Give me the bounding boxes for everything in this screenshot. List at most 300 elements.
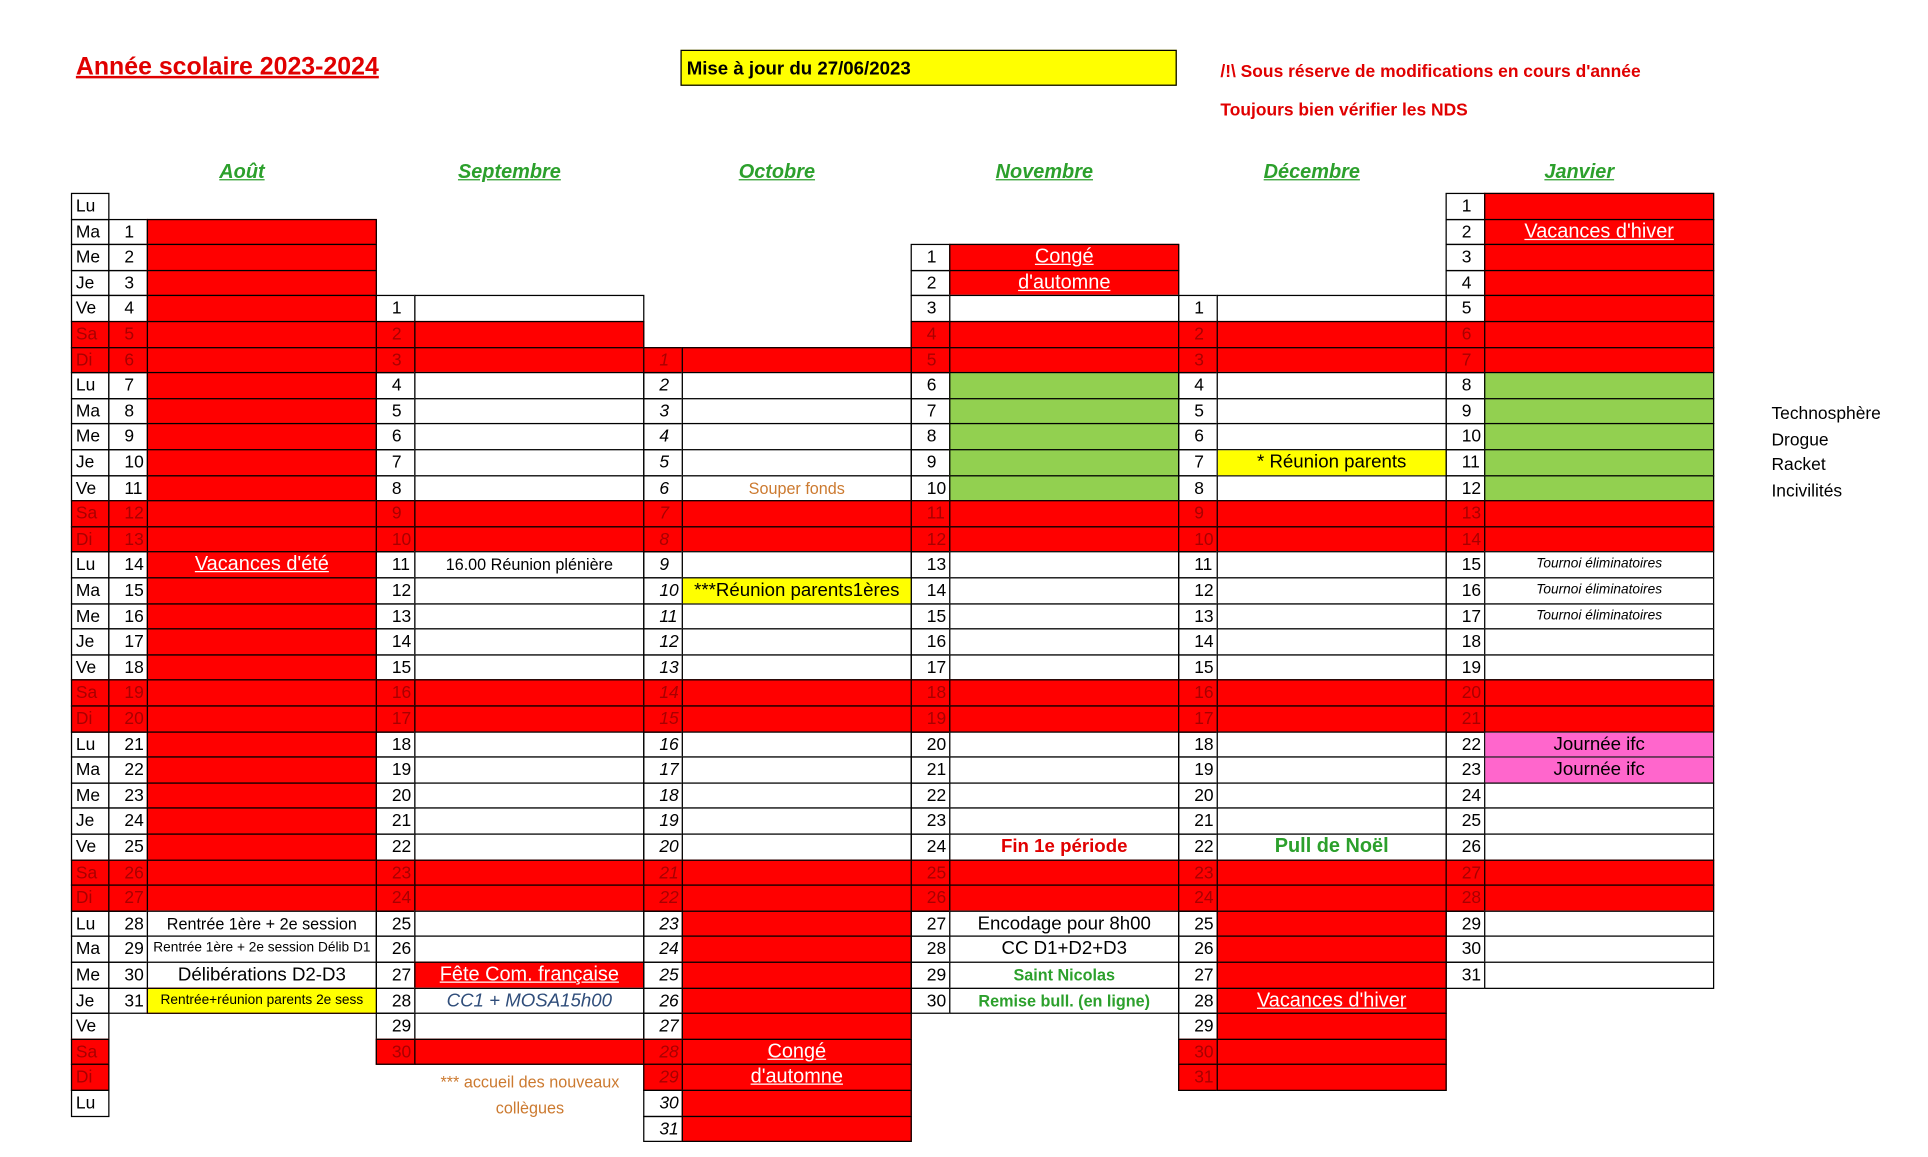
day-number: 19 [643,808,683,835]
day-number: 1 [1178,295,1218,322]
day-cell[interactable] [1484,347,1714,374]
weekday-label: Di [71,1064,110,1091]
day-number: 12 [1446,475,1486,502]
day-number: 24 [108,808,148,835]
day-cell[interactable] [1217,731,1447,758]
day-cell[interactable] [682,423,912,450]
day-cell[interactable] [414,782,644,809]
day-number: 14 [1178,628,1218,655]
weekday-label: Di [71,705,110,732]
weekday-label: Di [71,885,110,912]
weekday-label: Me [71,244,110,271]
day-cell[interactable] [147,526,377,553]
day-cell[interactable] [1484,295,1714,322]
day-number: 12 [1178,577,1218,604]
day-cell[interactable] [949,449,1179,476]
day-number: 20 [376,782,416,809]
weekday-label: Sa [71,859,110,886]
event-label: Rentrée 1ère + 2e session Délib D1 [153,940,371,956]
day-cell[interactable] [147,244,377,271]
day-cell[interactable] [147,475,377,502]
day-number: 1 [911,244,951,271]
day-number: 13 [108,526,148,553]
day-cell[interactable] [414,910,644,937]
day-number: 10 [376,526,416,553]
day-cell[interactable] [949,628,1179,655]
day-cell[interactable] [949,603,1179,630]
month-header: Novembre [995,161,1094,183]
day-cell[interactable] [682,1090,912,1117]
day-cell[interactable] [682,372,912,399]
day-number: 6 [911,372,951,399]
day-number: 13 [643,654,683,681]
weekday-label: Sa [71,500,110,527]
day-cell[interactable] [147,782,377,809]
day-cell[interactable] [682,449,912,476]
day-cell[interactable] [147,347,377,374]
day-cell[interactable] [1484,654,1714,681]
day-cell[interactable] [949,423,1179,450]
month-header: Octobre [738,161,816,183]
event-label: Journée ifc [1485,732,1713,756]
day-number: 22 [643,885,683,912]
day-cell[interactable] [1484,808,1714,835]
day-cell[interactable] [414,321,644,348]
day-cell[interactable] [1217,526,1447,553]
weekday-label: Ma [71,218,110,245]
weekday-label: Ma [71,577,110,604]
day-number: 13 [376,603,416,630]
event-label: 16.00 Réunion plénière [445,555,613,574]
day-number: 11 [911,500,951,527]
day-number: 18 [911,680,951,707]
day-cell[interactable] [414,936,644,963]
day-cell[interactable] [1484,423,1714,450]
day-cell[interactable] [147,449,377,476]
day-cell[interactable] [949,705,1179,732]
day-cell[interactable] [1217,628,1447,655]
day-number: 3 [1446,244,1486,271]
day-number: 22 [911,782,951,809]
day-cell[interactable] [1217,885,1447,912]
day-cell[interactable] [949,577,1179,604]
day-cell[interactable] [682,526,912,553]
day-cell[interactable] [949,885,1179,912]
day-cell[interactable] [682,910,912,937]
day-number: 10 [108,449,148,476]
day-cell[interactable] [682,347,912,374]
day-cell[interactable] [1217,295,1447,322]
event-label: CC1 + MOSA15h00 [446,989,613,1011]
day-cell[interactable] [147,859,377,886]
event-label: Congé [767,1040,827,1063]
day-number: 29 [108,936,148,963]
day-cell[interactable] [949,757,1179,784]
warning-note: /!\ Sous réserve de modifications en cours d'année [1220,60,1641,81]
day-number: 2 [1446,218,1486,245]
day-number: 28 [1178,987,1218,1014]
day-cell[interactable] [1484,475,1714,502]
day-cell[interactable] [1484,885,1714,912]
day-cell[interactable] [147,577,377,604]
day-number: 14 [1446,526,1486,553]
day-cell[interactable] [1217,347,1447,374]
day-cell[interactable] [147,808,377,835]
event-label: Journée ifc [1485,758,1713,782]
day-cell[interactable] [1217,962,1447,989]
day-number: 11 [376,552,416,579]
day-cell[interactable] [414,654,644,681]
day-number: 7 [376,449,416,476]
day-number: 9 [108,423,148,450]
day-number: 27 [911,910,951,937]
day-cell[interactable] [414,295,644,322]
weekday-label: Ve [71,475,110,502]
day-number: 6 [108,347,148,374]
day-cell[interactable] [682,603,912,630]
day-number: 15 [376,654,416,681]
day-number: 24 [911,833,951,860]
day-cell[interactable] [949,680,1179,707]
event-label: Rentrée 1ère + 2e session [166,914,357,933]
day-cell[interactable] [147,833,377,860]
day-cell[interactable] [414,833,644,860]
day-number: 16 [911,628,951,655]
event-label: Pull de Noël [1274,835,1389,858]
day-cell[interactable] [1217,859,1447,886]
event-label: Tournoi éliminatoires [1536,607,1663,623]
day-cell[interactable] [147,628,377,655]
day-cell[interactable] [949,347,1179,374]
day-cell[interactable] [682,705,912,732]
weekday-label: Ma [71,398,110,425]
day-number: 16 [1446,577,1486,604]
day-number: 10 [1446,423,1486,450]
day-cell[interactable] [682,962,912,989]
day-number: 30 [108,962,148,989]
day-number: 15 [1446,552,1486,579]
day-cell[interactable] [1217,680,1447,707]
day-cell[interactable] [147,295,377,322]
day-cell[interactable] [1484,833,1714,860]
day-cell[interactable] [414,808,644,835]
day-cell[interactable] [414,526,644,553]
day-number: 20 [643,833,683,860]
day-number: 14 [376,628,416,655]
weekday-label: Je [71,270,110,297]
day-cell[interactable] [1484,372,1714,399]
day-number: 18 [643,782,683,809]
day-cell[interactable] [414,398,644,425]
day-cell[interactable] [949,398,1179,425]
day-number: 11 [643,603,683,630]
day-number: 12 [643,628,683,655]
day-cell[interactable] [147,603,377,630]
day-number: 16 [376,680,416,707]
day-cell[interactable] [682,936,912,963]
day-cell[interactable] [1484,526,1714,553]
day-cell[interactable] [1484,782,1714,809]
day-cell[interactable] [1217,910,1447,937]
weekday-label: Sa [71,680,110,707]
day-cell[interactable] [682,833,912,860]
page-title: Année scolaire 2023-2024 [75,53,379,81]
day-number: 24 [376,885,416,912]
day-number: 4 [376,372,416,399]
day-cell[interactable] [949,500,1179,527]
day-cell[interactable] [147,423,377,450]
day-cell[interactable] [949,372,1179,399]
day-cell[interactable] [949,321,1179,348]
day-number: 19 [1178,757,1218,784]
day-number: 19 [108,680,148,707]
day-number: 26 [1178,936,1218,963]
day-number: 20 [1446,680,1486,707]
day-number: 31 [643,1115,683,1142]
day-cell[interactable] [682,628,912,655]
day-cell[interactable] [414,859,644,886]
day-cell[interactable] [147,680,377,707]
day-cell[interactable] [1484,193,1714,220]
day-number: 7 [1446,347,1486,374]
day-cell[interactable] [414,475,644,502]
day-number: 8 [1178,475,1218,502]
day-number: 21 [643,859,683,886]
weekday-label: Ve [71,1013,110,1040]
day-number: 1 [376,295,416,322]
day-number: 18 [376,731,416,758]
day-number: 10 [911,475,951,502]
day-number: 7 [643,500,683,527]
weekday-label: Me [71,782,110,809]
day-number: 16 [1178,680,1218,707]
day-cell[interactable] [1484,910,1714,937]
day-cell[interactable] [1217,398,1447,425]
day-cell[interactable] [682,1013,912,1040]
day-number: 29 [643,1064,683,1091]
day-number: 5 [911,347,951,374]
day-number: 26 [108,859,148,886]
day-cell[interactable] [682,808,912,835]
day-number: 23 [1178,859,1218,886]
day-number: 5 [108,321,148,348]
day-cell[interactable] [1217,808,1447,835]
event-label: Congé [1034,246,1094,268]
day-number: 9 [643,552,683,579]
day-cell[interactable] [1217,654,1447,681]
day-cell[interactable] [1217,603,1447,630]
weekday-label: Me [71,423,110,450]
day-number: 23 [911,808,951,835]
day-cell[interactable] [1484,680,1714,707]
weekday-label: Ma [71,757,110,784]
day-number: 11 [1446,449,1486,476]
day-cell[interactable] [147,372,377,399]
day-cell[interactable] [949,295,1179,322]
day-cell[interactable] [1484,270,1714,297]
day-cell[interactable] [147,654,377,681]
event-label: * Réunion parents [1218,450,1446,474]
day-number: 9 [1446,398,1486,425]
day-cell[interactable] [682,500,912,527]
weekday-label: Me [71,603,110,630]
day-cell[interactable] [147,321,377,348]
day-number: 30 [1178,1038,1218,1065]
day-cell[interactable] [682,731,912,758]
day-number: 28 [643,1038,683,1065]
day-cell[interactable] [1217,782,1447,809]
day-number: 26 [643,987,683,1014]
day-number: 18 [1446,628,1486,655]
day-number: 4 [1446,270,1486,297]
day-number: 23 [108,782,148,809]
day-cell[interactable] [147,398,377,425]
day-number: 14 [911,577,951,604]
day-number: 2 [108,244,148,271]
day-cell[interactable] [1217,423,1447,450]
day-cell[interactable] [1484,962,1714,989]
day-cell[interactable] [147,731,377,758]
day-number: 8 [911,423,951,450]
day-number: 12 [376,577,416,604]
day-cell[interactable] [1217,321,1447,348]
day-cell[interactable] [682,757,912,784]
day-cell[interactable] [1217,1013,1447,1040]
day-cell[interactable] [1217,500,1447,527]
day-cell[interactable] [949,475,1179,502]
weekday-label: Lu [71,1090,110,1117]
day-cell[interactable] [1217,552,1447,579]
day-number: 8 [108,398,148,425]
day-cell[interactable] [949,552,1179,579]
weekday-label: Lu [71,372,110,399]
month-header: Août [219,161,265,183]
day-cell[interactable] [1484,244,1714,271]
day-number: 12 [108,500,148,527]
day-cell[interactable] [682,782,912,809]
day-cell[interactable] [1217,475,1447,502]
day-cell[interactable] [1217,705,1447,732]
day-cell[interactable] [414,885,644,912]
day-cell[interactable] [414,1038,644,1065]
day-cell[interactable] [682,885,912,912]
day-cell[interactable] [949,654,1179,681]
day-cell[interactable] [414,680,644,707]
event-label: Tournoi éliminatoires [1536,582,1663,598]
event-label: Délibérations D2-D3 [177,964,346,986]
day-cell[interactable] [949,782,1179,809]
day-cell[interactable] [414,423,644,450]
day-cell[interactable] [414,757,644,784]
day-number: 22 [1446,731,1486,758]
day-cell[interactable] [1217,372,1447,399]
day-number: 1 [643,347,683,374]
day-cell[interactable] [682,398,912,425]
event-label: Tournoi éliminatoires [1536,556,1663,572]
day-number: 25 [1446,808,1486,835]
day-number: 3 [1178,347,1218,374]
day-number: 7 [911,398,951,425]
day-number: 8 [1446,372,1486,399]
day-number: 13 [1178,603,1218,630]
day-cell[interactable] [949,859,1179,886]
day-cell[interactable] [949,731,1179,758]
day-cell[interactable] [147,885,377,912]
day-cell[interactable] [414,577,644,604]
day-number: 23 [376,859,416,886]
day-cell[interactable] [682,680,912,707]
day-cell[interactable] [682,987,912,1014]
weekday-label: Je [71,628,110,655]
day-number: 29 [911,962,951,989]
day-cell[interactable] [414,705,644,732]
day-number: 15 [911,603,951,630]
day-number: 9 [1178,500,1218,527]
day-number: 25 [376,910,416,937]
day-cell[interactable] [1484,449,1714,476]
day-cell[interactable] [1217,1064,1447,1091]
day-number: 30 [911,987,951,1014]
day-cell[interactable] [414,372,644,399]
day-cell[interactable] [1484,859,1714,886]
day-number: 25 [643,962,683,989]
day-cell[interactable] [1217,1038,1447,1065]
day-cell[interactable] [1484,628,1714,655]
day-cell[interactable] [1484,398,1714,425]
day-cell[interactable] [147,500,377,527]
day-number: 18 [1178,731,1218,758]
weekday-label: Ve [71,833,110,860]
day-number: 24 [643,936,683,963]
day-cell[interactable] [1484,321,1714,348]
day-cell[interactable] [1484,705,1714,732]
day-cell[interactable] [1484,936,1714,963]
day-cell[interactable] [414,500,644,527]
day-cell[interactable] [682,1115,912,1142]
day-cell[interactable] [147,270,377,297]
day-cell[interactable] [949,808,1179,835]
day-cell[interactable] [147,218,377,245]
day-number: 4 [108,295,148,322]
day-cell[interactable] [414,628,644,655]
day-cell[interactable] [682,654,912,681]
day-cell[interactable] [414,731,644,758]
day-number: 6 [1446,321,1486,348]
footnote-line2: collègues [495,1098,565,1118]
day-cell[interactable] [414,603,644,630]
day-cell[interactable] [682,859,912,886]
day-number: 10 [643,577,683,604]
day-cell[interactable] [147,705,377,732]
day-number: 26 [376,936,416,963]
weekday-label: Lu [71,731,110,758]
day-cell[interactable] [414,449,644,476]
day-number: 27 [643,1013,683,1040]
day-number: 3 [376,347,416,374]
day-number: 19 [1446,654,1486,681]
day-cell[interactable] [1217,936,1447,963]
day-cell[interactable] [1217,577,1447,604]
day-cell[interactable] [414,347,644,374]
day-cell[interactable] [147,757,377,784]
day-cell[interactable] [414,1013,644,1040]
day-number: 16 [108,603,148,630]
day-cell[interactable] [1484,500,1714,527]
day-number: 17 [1446,603,1486,630]
day-number: 22 [1178,833,1218,860]
day-cell[interactable] [949,526,1179,553]
day-cell[interactable] [1217,757,1447,784]
